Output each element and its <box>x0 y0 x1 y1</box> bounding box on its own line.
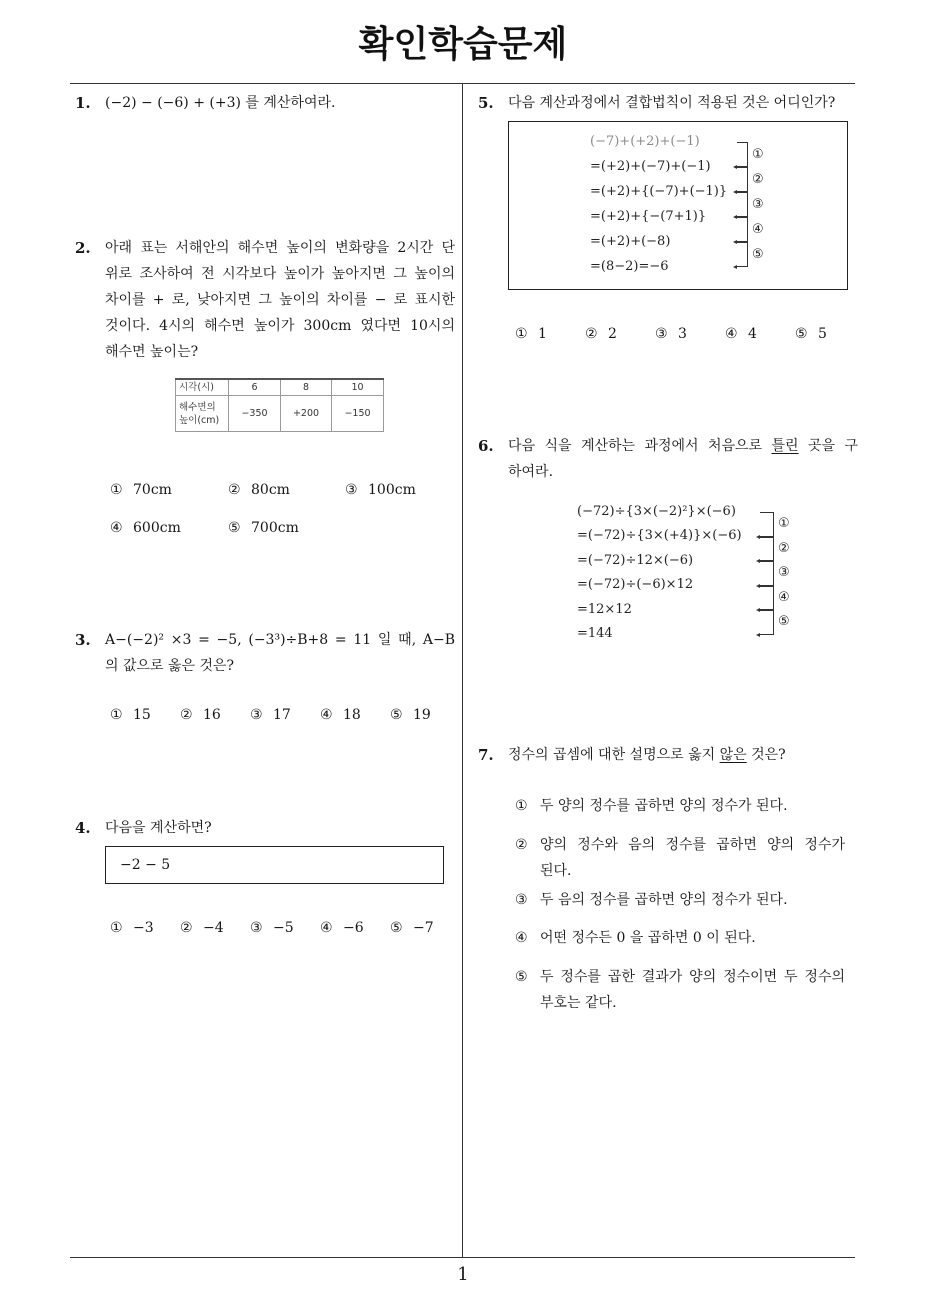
table-row <box>176 396 384 432</box>
question-number: 2. <box>75 239 91 257</box>
answer-option <box>250 915 320 941</box>
answer-option <box>228 477 345 503</box>
option-number: ④ <box>320 707 333 723</box>
table-cell: −350 <box>229 396 281 432</box>
expression-text: −2 − 5 <box>120 857 171 873</box>
option-text: 19 <box>413 707 431 723</box>
answer-option <box>110 515 228 541</box>
calculation-step: =(−72)÷(−6)×12 <box>577 577 694 593</box>
option-number: ① <box>110 920 123 936</box>
option-text: 1 <box>538 326 547 342</box>
question-text-line: 하여라. <box>508 464 554 480</box>
step-bracket <box>737 167 748 192</box>
question-text-line <box>508 742 858 768</box>
question-number: 7. <box>478 746 494 764</box>
question-text-line: 의 값으로 옳은 것은? <box>105 658 235 674</box>
answer-option <box>585 321 655 347</box>
underlined-keyword: 틀린 <box>771 438 799 454</box>
table-cell: −150 <box>332 396 384 432</box>
question-text-line: 아래 표는 서해안의 해수면 높이의 변화량을 2시간 단 <box>105 240 455 256</box>
answer-option <box>795 321 865 347</box>
option-number: ② <box>180 707 193 723</box>
question-2 <box>75 235 455 365</box>
answer-options <box>515 321 865 347</box>
step-label: ④ <box>752 222 764 237</box>
option-number: ③ <box>250 707 263 723</box>
option-number: ③ <box>250 920 263 936</box>
underlined-keyword: 않은 <box>719 747 747 763</box>
question-7 <box>478 742 858 768</box>
step-bracket <box>737 192 748 217</box>
question-6 <box>478 433 858 485</box>
question-body <box>508 742 858 768</box>
calculation-step: =(+2)+(−7)+(−1) <box>590 159 711 174</box>
question-text-segment: 다음 식을 계산하는 과정에서 처음으로 <box>508 438 772 454</box>
option-number: ① <box>515 798 528 814</box>
option-number: ② <box>585 326 598 342</box>
question-number: 5. <box>478 94 494 112</box>
option-number: ② <box>515 837 528 853</box>
table-row-label-line: 해수면의 <box>179 401 216 413</box>
option-number: ⑤ <box>228 520 241 536</box>
calculation-step: =(8−2)=−6 <box>590 259 669 274</box>
option-text: 17 <box>273 707 291 723</box>
question-number: 4. <box>75 819 91 837</box>
question-body <box>105 235 455 365</box>
step-label: ① <box>778 516 790 531</box>
question-number: 6. <box>478 437 494 455</box>
option-text <box>540 925 845 951</box>
question-body <box>508 90 858 116</box>
question-text: (−2) − (−6) + (+3) 를 계산하여라. <box>105 95 336 111</box>
option-text <box>540 832 845 884</box>
option-number: ⑤ <box>515 969 528 985</box>
option-text-line: 양의 정수와 음의 정수를 곱하면 양의 정수가 <box>540 837 845 853</box>
option-text <box>540 964 845 1016</box>
table-header-label: 시각(시) <box>176 379 229 396</box>
question-number: 1. <box>75 94 91 112</box>
answer-option <box>110 702 180 728</box>
calculation-box <box>508 121 848 290</box>
option-text: 16 <box>203 707 221 723</box>
option-text-line: 어떤 정수든 0 을 곱하면 0 이 된다. <box>540 930 756 946</box>
table-column-header: 10 <box>332 379 384 396</box>
option-number: ② <box>228 482 241 498</box>
question-body <box>105 627 455 679</box>
answer-options <box>110 915 460 941</box>
question-text-segment: 곳을 구 <box>798 438 858 454</box>
answer-option <box>320 915 390 941</box>
calculation-step: (−7)+(+2)+(−1) <box>590 134 700 149</box>
option-text-line: 두 양의 정수를 곱하면 양의 정수가 된다. <box>540 798 788 814</box>
option-text-line: 부호는 같다. <box>540 995 617 1011</box>
option-number: ② <box>180 920 193 936</box>
sea-level-table <box>175 378 384 432</box>
question-4 <box>75 815 455 841</box>
step-label: ③ <box>752 197 764 212</box>
step-bracket <box>760 610 774 635</box>
option-text: −7 <box>413 920 434 936</box>
answer-option <box>515 925 845 951</box>
step-bracket <box>737 242 748 267</box>
option-text: 70cm <box>133 482 172 498</box>
question-text-line: A−(−2)² ×3 = −5, (−3³)÷B+8 = 11 일 때, A−B <box>105 632 455 648</box>
option-text: 5 <box>818 326 827 342</box>
answer-option <box>515 887 845 913</box>
page-number: 1 <box>457 1264 469 1285</box>
option-text <box>540 793 845 819</box>
question-text: 다음을 계산하면? <box>105 820 212 836</box>
calculation-step: =(+2)+{(−7)+(−1)} <box>590 184 728 199</box>
answer-option <box>180 702 250 728</box>
calculation-step: =(−72)÷12×(−6) <box>577 552 694 568</box>
answer-option <box>390 702 460 728</box>
option-number: ③ <box>345 482 358 498</box>
option-text: 600cm <box>133 520 181 536</box>
calculation-steps <box>577 500 742 646</box>
question-5 <box>478 90 858 116</box>
column-divider <box>462 83 463 1257</box>
option-text: 80cm <box>251 482 290 498</box>
step-bracket <box>760 586 774 611</box>
answer-option <box>345 477 462 503</box>
option-text: −3 <box>133 920 154 936</box>
option-number: ④ <box>515 930 528 946</box>
option-text: 15 <box>133 707 151 723</box>
option-text-line: 두 음의 정수를 곱하면 양의 정수가 된다. <box>540 892 788 908</box>
table-row-label <box>176 396 229 432</box>
step-label: ③ <box>778 565 790 580</box>
table-row-label-line: 높이(cm) <box>179 414 220 426</box>
option-text: −4 <box>203 920 224 936</box>
option-number: ④ <box>110 520 123 536</box>
answer-option <box>110 915 180 941</box>
step-label: ⑤ <box>778 614 790 629</box>
calculation-process <box>577 500 807 650</box>
calculation-step: =144 <box>577 626 613 642</box>
step-label: ⑤ <box>752 247 764 262</box>
table-header-row <box>176 379 384 396</box>
answer-option <box>515 832 845 884</box>
expression-box <box>105 846 444 884</box>
step-label: ① <box>752 147 764 162</box>
table-column-header: 8 <box>281 379 332 396</box>
option-number: ⑤ <box>795 326 808 342</box>
step-label: ② <box>778 540 790 556</box>
option-text: −6 <box>343 920 364 936</box>
step-bracket <box>737 142 748 167</box>
question-text-line: 해수면 높이는? <box>105 344 199 360</box>
question-text-segment: 것은? <box>746 747 786 763</box>
option-text: 2 <box>608 326 617 342</box>
answer-option <box>515 964 845 1016</box>
question-text: 다음 계산과정에서 결합법칙이 적용된 것은 어디인가? <box>508 95 836 111</box>
option-number: ③ <box>515 892 528 908</box>
question-text-segment: 정수의 곱셈에 대한 설명으로 옳지 <box>508 747 720 763</box>
option-number: ① <box>110 482 123 498</box>
question-text-line: 차이를 + 로, 낮아지면 그 높이의 차이를 − 로 표시한 <box>105 292 455 308</box>
option-text: −5 <box>273 920 294 936</box>
option-text: 100cm <box>368 482 416 498</box>
calculation-step: =12×12 <box>577 601 632 617</box>
page-title: 확인학습문제 <box>358 24 568 65</box>
option-text: 18 <box>343 707 361 723</box>
step-bracket <box>760 561 774 586</box>
option-number: ① <box>515 326 528 342</box>
answer-option <box>390 915 460 941</box>
question-body <box>105 90 455 116</box>
step-label: ② <box>752 172 764 187</box>
option-number: ③ <box>655 326 668 342</box>
option-number: ① <box>110 707 123 723</box>
answer-options <box>110 477 462 541</box>
calculation-step: =(+2)+{−(7+1)} <box>590 209 707 224</box>
step-bracket <box>760 512 774 537</box>
question-3 <box>75 627 455 679</box>
option-number: ④ <box>320 920 333 936</box>
question-text-line: 것이다. 4시의 해수면 높이가 300cm 였다면 10시의 <box>105 318 455 334</box>
step-bracket <box>760 537 774 562</box>
answer-option <box>655 321 725 347</box>
option-text-line: 두 정수를 곱한 결과가 양의 정수이면 두 정수의 <box>540 969 845 985</box>
calculation-steps <box>590 129 727 279</box>
answer-option <box>320 702 390 728</box>
answer-options <box>110 702 460 728</box>
option-text <box>540 887 845 913</box>
answer-option <box>515 321 585 347</box>
calculation-step: =(+2)+(−8) <box>590 234 671 249</box>
question-number: 3. <box>75 631 91 649</box>
option-text: 4 <box>748 326 757 342</box>
bottom-divider <box>70 1257 855 1258</box>
step-label: ④ <box>778 589 790 605</box>
calculation-step: =(−72)÷{3×(+4)}×(−6) <box>577 528 742 544</box>
option-text: 700cm <box>251 520 299 536</box>
question-text-line: 위로 조사하여 전 시각보다 높이가 높아지면 그 높이의 <box>105 266 455 282</box>
table-cell: +200 <box>281 396 332 432</box>
question-body <box>508 433 858 485</box>
option-number: ⑤ <box>390 920 403 936</box>
question-text-line <box>508 433 858 459</box>
table-column-header: 6 <box>229 379 281 396</box>
answer-option <box>515 793 845 819</box>
answer-option <box>250 702 320 728</box>
option-number: ④ <box>725 326 738 342</box>
calculation-step: (−72)÷{3×(−2)²}×(−6) <box>577 504 736 519</box>
answer-option <box>180 915 250 941</box>
answer-option <box>228 515 345 541</box>
option-number: ⑤ <box>390 707 403 723</box>
question-body <box>105 815 455 841</box>
answer-option <box>110 477 228 503</box>
answer-option <box>725 321 795 347</box>
option-text-line: 된다. <box>540 863 572 879</box>
option-text: 3 <box>678 326 687 342</box>
step-bracket <box>737 217 748 242</box>
question-1 <box>75 90 455 116</box>
